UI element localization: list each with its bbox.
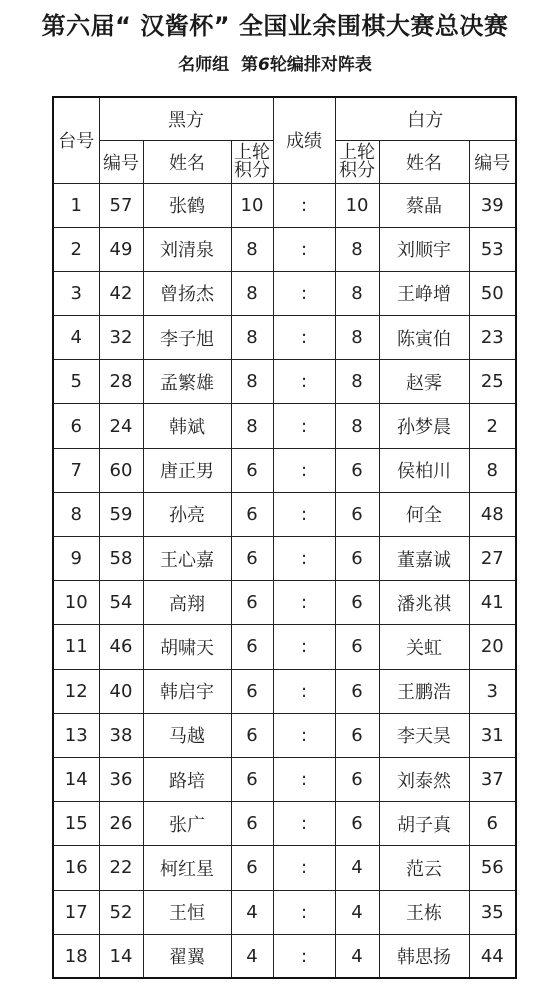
white-name-cell: 胡子真 xyxy=(379,802,469,846)
white-name-cell: 潘兆祺 xyxy=(379,581,469,625)
black-score-cell: 8 xyxy=(231,271,273,315)
white-score-cell: 8 xyxy=(335,360,379,404)
header-white: 白方 xyxy=(335,97,516,140)
white-number-cell: 2 xyxy=(469,404,516,448)
black-number-cell: 59 xyxy=(99,492,143,536)
black-number-cell: 38 xyxy=(99,713,143,757)
black-score-cell: 6 xyxy=(231,537,273,581)
white-number-cell: 27 xyxy=(469,537,516,581)
header-result: 成绩 xyxy=(273,97,335,183)
round-prefix: 第 xyxy=(241,55,258,75)
table-row xyxy=(53,316,516,360)
table-no-cell: 1 xyxy=(53,183,99,227)
result-cell: : xyxy=(273,316,335,360)
black-score-cell: 6 xyxy=(231,757,273,801)
black-number-cell: 49 xyxy=(99,227,143,271)
white-score-cell: 6 xyxy=(335,802,379,846)
black-name-cell: 韩斌 xyxy=(143,404,231,448)
table-no-cell: 11 xyxy=(53,625,99,669)
group-name: 名师组 xyxy=(178,55,230,75)
white-name-cell: 王栋 xyxy=(379,890,469,934)
table-no-cell: 12 xyxy=(53,669,99,713)
table-no-cell: 14 xyxy=(53,757,99,801)
white-name-cell: 何全 xyxy=(379,492,469,536)
table-no-cell: 4 xyxy=(53,316,99,360)
white-number-cell: 41 xyxy=(469,581,516,625)
white-number-cell: 48 xyxy=(469,492,516,536)
prev-score-line2: 积分 xyxy=(234,159,270,181)
white-name-cell: 关虹 xyxy=(379,625,469,669)
black-name-cell: 孟繁雄 xyxy=(143,360,231,404)
black-name-cell: 张广 xyxy=(143,802,231,846)
black-number-cell: 52 xyxy=(99,890,143,934)
result-cell: : xyxy=(273,757,335,801)
white-name-cell: 陈寅伯 xyxy=(379,316,469,360)
table-row xyxy=(53,183,516,227)
black-number-cell: 26 xyxy=(99,802,143,846)
white-score-cell: 8 xyxy=(335,227,379,271)
black-name-cell: 张鹤 xyxy=(143,183,231,227)
black-name-cell: 高翔 xyxy=(143,581,231,625)
black-score-cell: 6 xyxy=(231,802,273,846)
table-row xyxy=(53,713,516,757)
white-name-cell: 董嘉诚 xyxy=(379,537,469,581)
table-no-cell: 8 xyxy=(53,492,99,536)
black-name-cell: 柯红星 xyxy=(143,846,231,890)
white-number-cell: 25 xyxy=(469,360,516,404)
table-no-cell: 5 xyxy=(53,360,99,404)
result-cell: : xyxy=(273,360,335,404)
white-name-cell: 王峥增 xyxy=(379,271,469,315)
table-no-cell: 7 xyxy=(53,448,99,492)
table-no-cell: 3 xyxy=(53,271,99,315)
black-number-cell: 22 xyxy=(99,846,143,890)
result-cell: : xyxy=(273,581,335,625)
white-score-cell: 4 xyxy=(335,934,379,978)
prev-score-line1: 上轮 xyxy=(339,141,376,163)
result-cell: : xyxy=(273,183,335,227)
table-row xyxy=(53,625,516,669)
result-cell: : xyxy=(273,669,335,713)
white-score-cell: 6 xyxy=(335,713,379,757)
black-name-cell: 刘清泉 xyxy=(143,227,231,271)
black-score-cell: 8 xyxy=(231,316,273,360)
black-number-cell: 32 xyxy=(99,316,143,360)
result-cell: : xyxy=(273,713,335,757)
table-row xyxy=(53,669,516,713)
black-name-cell: 韩启宇 xyxy=(143,669,231,713)
header-black-number: 编号 xyxy=(99,140,143,183)
pairing-rows xyxy=(53,183,516,978)
white-score-cell: 6 xyxy=(335,492,379,536)
table-no-cell: 6 xyxy=(53,404,99,448)
black-number-cell: 54 xyxy=(99,581,143,625)
result-cell: : xyxy=(273,404,335,448)
header-table-no: 台号 xyxy=(53,97,99,183)
black-score-cell: 4 xyxy=(231,934,273,978)
white-name-cell: 蔡晶 xyxy=(379,183,469,227)
white-score-cell: 8 xyxy=(335,404,379,448)
header-white-number: 编号 xyxy=(469,140,516,183)
white-number-cell: 37 xyxy=(469,757,516,801)
black-score-cell: 10 xyxy=(231,183,273,227)
table-row xyxy=(53,404,516,448)
white-score-cell: 8 xyxy=(335,271,379,315)
white-number-cell: 31 xyxy=(469,713,516,757)
black-score-cell: 8 xyxy=(231,227,273,271)
prev-score-line2: 积分 xyxy=(339,159,376,181)
white-score-cell: 10 xyxy=(335,183,379,227)
table-row xyxy=(53,581,516,625)
round-number: 6 xyxy=(258,55,270,75)
white-name-cell: 赵霁 xyxy=(379,360,469,404)
table-row xyxy=(53,537,516,581)
table-no-cell: 18 xyxy=(53,934,99,978)
white-score-cell: 4 xyxy=(335,890,379,934)
result-cell: : xyxy=(273,625,335,669)
result-cell: : xyxy=(273,890,335,934)
black-name-cell: 孙亮 xyxy=(143,492,231,536)
black-number-cell: 14 xyxy=(99,934,143,978)
black-name-cell: 翟翼 xyxy=(143,934,231,978)
table-no-cell: 9 xyxy=(53,537,99,581)
white-number-cell: 20 xyxy=(469,625,516,669)
result-cell: : xyxy=(273,448,335,492)
white-number-cell: 8 xyxy=(469,448,516,492)
white-name-cell: 韩思扬 xyxy=(379,934,469,978)
white-number-cell: 56 xyxy=(469,846,516,890)
header-white-prev-score xyxy=(335,140,379,183)
white-score-cell: 6 xyxy=(335,669,379,713)
black-name-cell: 路培 xyxy=(143,757,231,801)
table-row xyxy=(53,227,516,271)
result-cell: : xyxy=(273,846,335,890)
table-no-cell: 17 xyxy=(53,890,99,934)
table-no-cell: 13 xyxy=(53,713,99,757)
black-number-cell: 36 xyxy=(99,757,143,801)
black-score-cell: 6 xyxy=(231,846,273,890)
table-no-cell: 2 xyxy=(53,227,99,271)
result-cell: : xyxy=(273,492,335,536)
white-name-cell: 刘泰然 xyxy=(379,757,469,801)
white-name-cell: 刘顺宇 xyxy=(379,227,469,271)
white-number-cell: 44 xyxy=(469,934,516,978)
black-score-cell: 8 xyxy=(231,360,273,404)
white-name-cell: 孙梦晨 xyxy=(379,404,469,448)
black-number-cell: 40 xyxy=(99,669,143,713)
header-black-prev-score xyxy=(231,140,273,183)
white-score-cell: 6 xyxy=(335,537,379,581)
black-number-cell: 24 xyxy=(99,404,143,448)
white-score-cell: 6 xyxy=(335,757,379,801)
black-name-cell: 曾扬杰 xyxy=(143,271,231,315)
black-score-cell: 6 xyxy=(231,448,273,492)
white-number-cell: 35 xyxy=(469,890,516,934)
black-score-cell: 6 xyxy=(231,669,273,713)
result-cell: : xyxy=(273,934,335,978)
white-score-cell: 6 xyxy=(335,581,379,625)
result-cell: : xyxy=(273,537,335,581)
white-score-cell: 4 xyxy=(335,846,379,890)
black-score-cell: 8 xyxy=(231,404,273,448)
round-suffix: 轮编排对阵表 xyxy=(269,55,372,75)
table-row xyxy=(53,890,516,934)
table-no-cell: 16 xyxy=(53,846,99,890)
table-row xyxy=(53,360,516,404)
black-name-cell: 王恒 xyxy=(143,890,231,934)
black-score-cell: 6 xyxy=(231,625,273,669)
black-name-cell: 王心嘉 xyxy=(143,537,231,581)
black-score-cell: 4 xyxy=(231,890,273,934)
table-row xyxy=(53,492,516,536)
pairing-table xyxy=(52,96,517,979)
black-name-cell: 唐正男 xyxy=(143,448,231,492)
white-number-cell: 39 xyxy=(469,183,516,227)
black-name-cell: 胡啸天 xyxy=(143,625,231,669)
black-number-cell: 60 xyxy=(99,448,143,492)
black-score-cell: 6 xyxy=(231,581,273,625)
table-row xyxy=(53,271,516,315)
white-number-cell: 23 xyxy=(469,316,516,360)
black-number-cell: 57 xyxy=(99,183,143,227)
header-black: 黑方 xyxy=(99,97,273,140)
table-row xyxy=(53,448,516,492)
table-no-cell: 10 xyxy=(53,581,99,625)
black-name-cell: 马越 xyxy=(143,713,231,757)
black-number-cell: 42 xyxy=(99,271,143,315)
page-subtitle xyxy=(0,50,550,75)
white-name-cell: 王鹏浩 xyxy=(379,669,469,713)
result-cell: : xyxy=(273,227,335,271)
table-row xyxy=(53,934,516,978)
header-white-name: 姓名 xyxy=(379,140,469,183)
white-number-cell: 3 xyxy=(469,669,516,713)
white-number-cell: 53 xyxy=(469,227,516,271)
white-number-cell: 6 xyxy=(469,802,516,846)
table-no-cell: 15 xyxy=(53,802,99,846)
prev-score-line1: 上轮 xyxy=(234,141,270,163)
white-score-cell: 6 xyxy=(335,448,379,492)
white-name-cell: 李天昊 xyxy=(379,713,469,757)
black-score-cell: 6 xyxy=(231,713,273,757)
table-row xyxy=(53,802,516,846)
white-score-cell: 8 xyxy=(335,316,379,360)
black-score-cell: 6 xyxy=(231,492,273,536)
black-number-cell: 46 xyxy=(99,625,143,669)
table-row xyxy=(53,846,516,890)
white-name-cell: 范云 xyxy=(379,846,469,890)
table-row xyxy=(53,757,516,801)
white-score-cell: 6 xyxy=(335,625,379,669)
header-black-name: 姓名 xyxy=(143,140,231,183)
black-number-cell: 58 xyxy=(99,537,143,581)
result-cell: : xyxy=(273,802,335,846)
result-cell: : xyxy=(273,271,335,315)
page-title: 第六届“ 汉酱杯” 全国业余围棋大赛总决赛 xyxy=(41,12,509,40)
white-number-cell: 50 xyxy=(469,271,516,315)
black-number-cell: 28 xyxy=(99,360,143,404)
black-name-cell: 李子旭 xyxy=(143,316,231,360)
white-name-cell: 侯柏川 xyxy=(379,448,469,492)
